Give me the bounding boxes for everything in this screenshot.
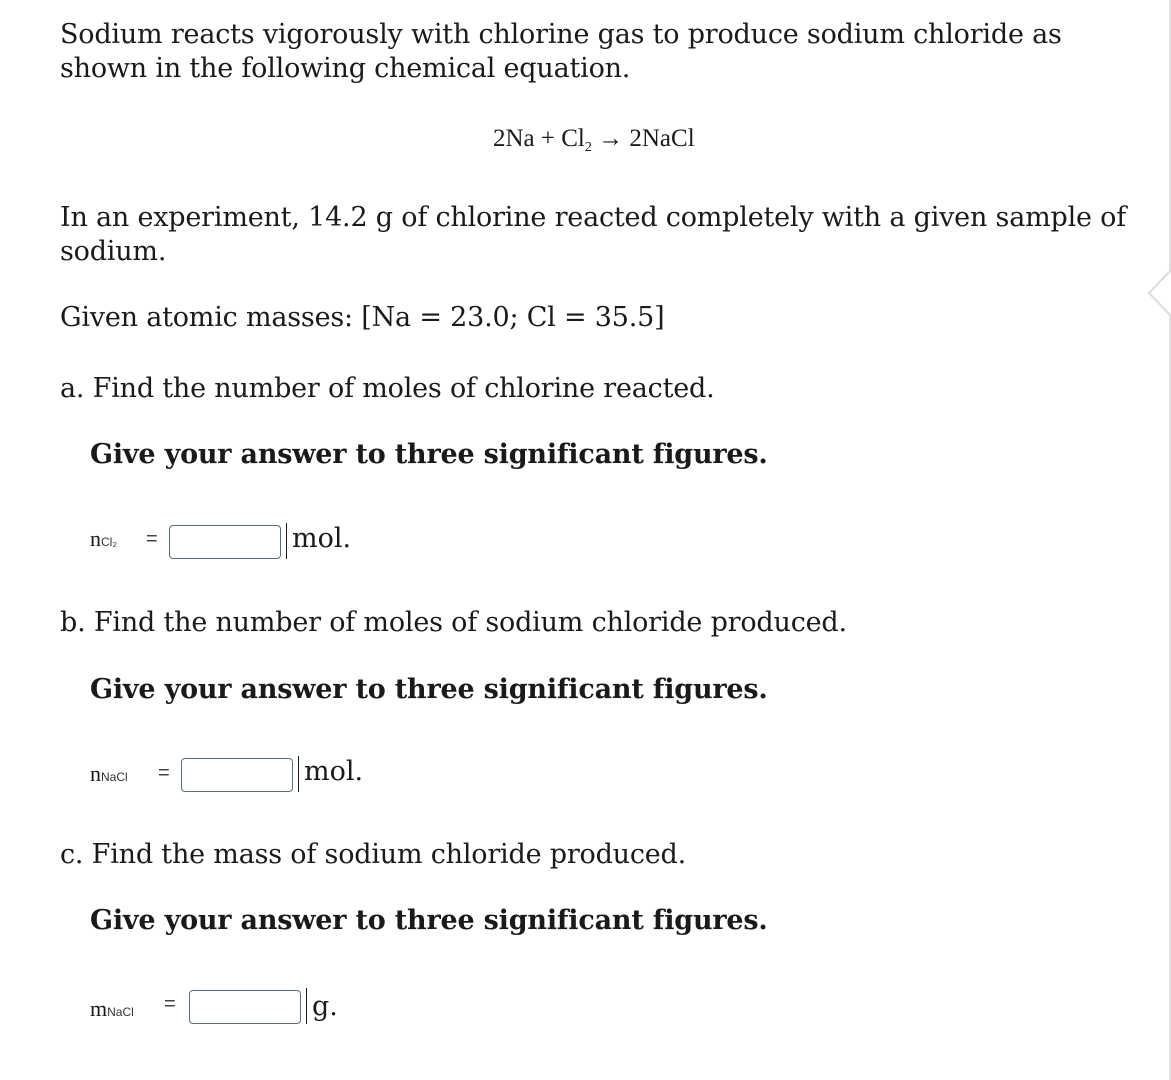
question-c-equals: = bbox=[164, 993, 176, 1015]
moles-chlorine-input[interactable] bbox=[169, 525, 281, 559]
question-a-var-sub: Cl₂ bbox=[101, 535, 117, 549]
question-a-equals: = bbox=[146, 528, 158, 550]
question-b-var-sub: NaCl bbox=[101, 770, 128, 784]
question-c-prompt: c. Find the mass of sodium chloride produced. bbox=[60, 839, 687, 870]
question-c-unit: g. bbox=[312, 991, 338, 1022]
question-a-unit: mol. bbox=[292, 523, 352, 554]
equation-subscript: 2 bbox=[584, 140, 592, 155]
question-b-unit-divider bbox=[298, 756, 299, 792]
question-b-prompt: b. Find the number of moles of sodium chloride produced. bbox=[60, 607, 847, 638]
question-c-instruction: Give your answer to three significant figures. bbox=[90, 905, 768, 936]
chemical-equation bbox=[493, 123, 695, 164]
question-c-var-sub: NaCl bbox=[107, 1005, 134, 1019]
question-a-unit-divider bbox=[286, 523, 287, 559]
question-b-equals: = bbox=[158, 762, 170, 784]
question-a-variable bbox=[90, 526, 117, 552]
experiment-paragraph: In an experiment, 14.2 g of chlorine reacted completely with a given sample of sodium. bbox=[60, 202, 1127, 267]
given-atomic-masses: Given atomic masses: [Na = 23.0; Cl = 35.5] bbox=[60, 302, 665, 333]
question-b-var-main: n bbox=[90, 761, 101, 786]
question-c-var-main: m bbox=[90, 996, 108, 1021]
intro-paragraph: Sodium reacts vigorously with chlorine gas to produce sodium chloride as shown in the following chemical equation. bbox=[60, 19, 1062, 84]
question-c-unit-divider bbox=[306, 988, 307, 1024]
question-c-variable bbox=[90, 996, 134, 1022]
moles-sodium-chloride-input[interactable] bbox=[181, 758, 293, 792]
question-a-prompt: a. Find the number of moles of chlorine reacted. bbox=[60, 373, 715, 404]
question-a-var-main: n bbox=[90, 526, 101, 551]
mass-sodium-chloride-input[interactable] bbox=[189, 990, 301, 1024]
question-b-instruction: Give your answer to three significant figures. bbox=[90, 674, 768, 705]
equation-arrow: → bbox=[598, 125, 624, 152]
question-a-instruction: Give your answer to three significant figures. bbox=[90, 439, 768, 470]
question-b-unit: mol. bbox=[304, 756, 364, 787]
equation-product: 2NaCl bbox=[629, 125, 695, 152]
equation-reactants: 2Na + Cl bbox=[493, 125, 585, 152]
question-b-variable bbox=[90, 761, 128, 787]
